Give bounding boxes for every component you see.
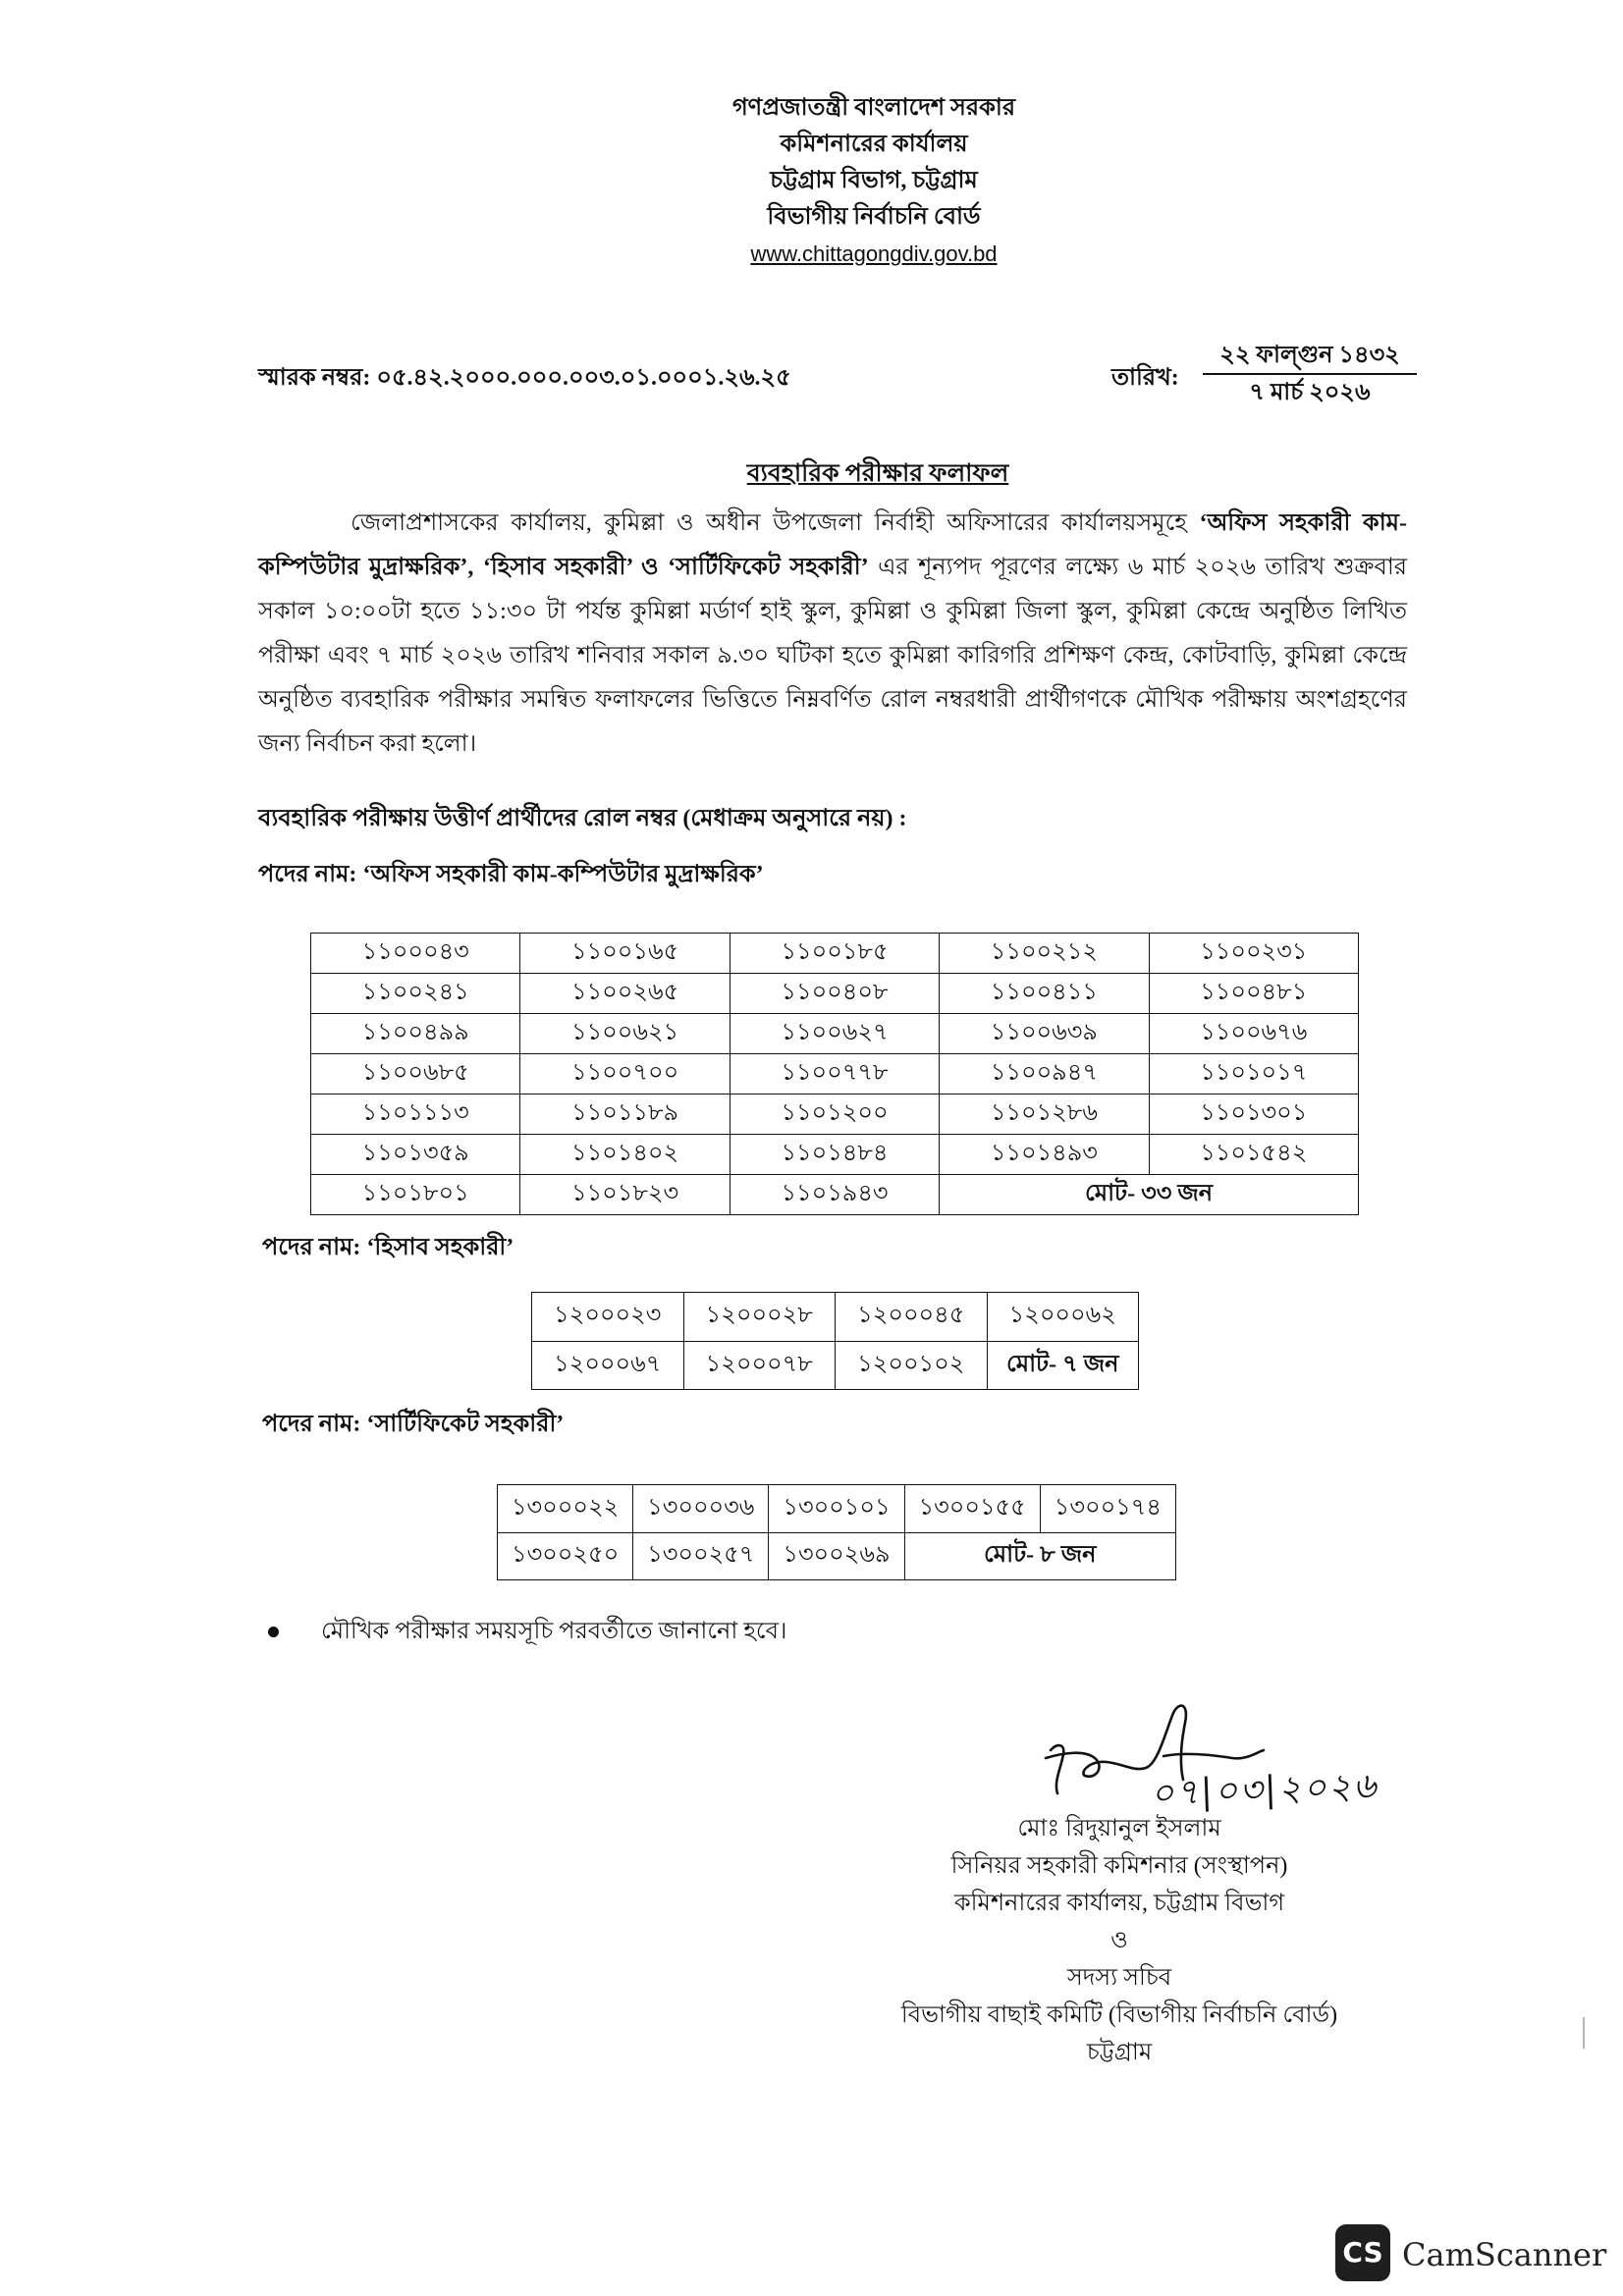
roll-number-cell: ১১০০৬২১ <box>520 1014 730 1054</box>
table-row <box>532 1293 1139 1342</box>
roll-number-cell: ১২০০০৪৫ <box>836 1293 988 1342</box>
roll-number-cell: ১১০১২৮৬ <box>940 1095 1149 1135</box>
total-count-cell: মোট- ৩৩ জন <box>940 1175 1359 1215</box>
post-name: ‘সার্টিফিকেট সহকারী’ <box>366 1412 565 1437</box>
signatory-conjunction: ও <box>1110 1928 1128 1953</box>
roll-number-cell: ১১০০২৩১ <box>1149 934 1358 974</box>
table-row <box>311 1054 1359 1095</box>
roll-table-certificate-assistant <box>497 1484 1176 1580</box>
table-row <box>311 974 1359 1014</box>
signatory-office: কমিশনারের কার্যালয়, চট্টগ্রাম বিভাগ <box>953 1891 1285 1916</box>
date-label: তারিখ: <box>1111 365 1179 391</box>
signatory-place: চট্টগ্রাম <box>1086 2040 1153 2065</box>
roll-number-cell: ১১০১৮০১ <box>311 1175 520 1215</box>
camscanner-logo-icon: CS <box>1335 2224 1390 2281</box>
paragraph-segment: এর শূন্যপদ পূরণের লক্ষ্যে ৬ মার্চ ২০২৬ তারিখ শুক্রবার সকাল ১০:০০টা হতে ১১:৩০ টা পর্যন্ত কুমিল্লা মর্ডার্ণ হাই স্কুল, কুমিল্লা ও কুমিল্লা জিলা স্কুল, কুমিল্লা কেন্দ্রে অনুষ্ঠিত লিখিত পরীক্ষা এবং ৭ মার্চ ২০২৬ তারিখ শনিবার সকাল ৯.৩০ ঘটিকা হতে কুমিল্লা কারিগরি প্রশিক্ষণ কেন্দ্র, কোটবাড়ি, কুমিল্লা কেন্দ্রে অনুষ্ঠিত ব্যবহারিক পরীক্ষার সমন্বিত ফলাফলের ভিত্তিতে নিম্নবর্ণিত রোল নম্বরধারী প্রার্থীগণকে মৌখিক পরীক্ষায় অংশগ্রহণের জন্য নির্বাচন করা হলো। <box>258 555 1407 757</box>
paragraph-segment: জেলাপ্রশাসকের কার্যালয়, কুমিল্লা ও অধীন উপজেলা নির্বাহী অফিসারের কার্যালয়সমূহে <box>351 510 1200 536</box>
body-paragraph <box>258 502 1407 767</box>
roll-number-cell: ১১০০৭০০ <box>520 1054 730 1095</box>
bullet-icon <box>268 1627 279 1637</box>
roll-number-cell: ১৩০০১৭৪ <box>1040 1485 1175 1533</box>
table-row <box>311 1175 1359 1215</box>
roll-number-cell: ১১০১৩৫৯ <box>311 1135 520 1175</box>
post-label: পদের নাম: <box>262 1412 361 1437</box>
roll-number-cell: ১১০০৬৮৫ <box>311 1054 520 1095</box>
roll-number-cell: ১১০০১৮৫ <box>730 934 939 974</box>
roll-number-cell: ১১০১৪৯৩ <box>940 1135 1149 1175</box>
roll-number-cell: ১১০১২০০ <box>730 1095 939 1135</box>
roll-table-accounts-assistant <box>531 1292 1139 1390</box>
post-label: পদের নাম: <box>262 1235 361 1260</box>
roll-number-cell: ১১০০২১২ <box>940 934 1149 974</box>
roll-number-cell: ১১০০৯৪৭ <box>940 1054 1149 1095</box>
table-row <box>532 1341 1139 1390</box>
board-name: বিভাগীয় নির্বাচনি বোর্ড <box>767 204 981 230</box>
signatory-role: সদস্য সচিব <box>1066 1965 1172 1991</box>
memo-number <box>258 359 791 399</box>
signatory-designation: সিনিয়র সহকারী কমিশনার (সংস্থাপন) <box>950 1853 1288 1879</box>
memo-value: ০৫.৪২.২০০০.০০০.০০৩.০১.০০০১.২৬.২৫ <box>376 365 791 391</box>
selected-candidates-heading: ব্যবহারিক পরীক্ষায় উত্তীর্ণ প্রার্থীদের রোল নম্বর (মেধাক্রম অনুসারে নয়) : <box>258 806 907 831</box>
table-row <box>498 1532 1176 1580</box>
roll-number-cell: ১২০০০২৮ <box>683 1293 836 1342</box>
post-heading-accounts-assistant <box>262 1229 514 1268</box>
roll-number-cell: ১২০০০৬৭ <box>532 1341 684 1390</box>
roll-number-cell: ১১০০৬২৭ <box>730 1014 939 1054</box>
scan-artifact <box>1583 2017 1585 2049</box>
roll-number-cell: ১৩০০১৫৫ <box>904 1485 1040 1533</box>
website-link[interactable]: www.chittagongdiv.gov.bd <box>750 241 998 266</box>
roll-number-cell: ১১০১৮২৩ <box>520 1175 730 1215</box>
roll-number-cell: ১১০০৬৭৬ <box>1149 1014 1358 1054</box>
camscanner-watermark-text: CamScanner <box>1402 2236 1607 2273</box>
date-bangla: ২২ ফাল্গুন ১৪৩২ <box>1203 338 1417 375</box>
roll-number-cell: ১১০১০১৭ <box>1149 1054 1358 1095</box>
viva-schedule-note: মৌখিক পরীক্ষার সময়সূচি পরবর্তীতে জানানো হবে। <box>321 1619 787 1644</box>
roll-number-cell: ১২০০১০২ <box>836 1341 988 1390</box>
roll-number-cell: ১২০০০২৩ <box>532 1293 684 1342</box>
roll-number-cell: ১২০০০৬২ <box>987 1293 1139 1342</box>
division-name: চট্টগ্রাম বিভাগ, চট্টগ্রাম <box>770 168 978 193</box>
roll-number-cell: ১১০১১১৩ <box>311 1095 520 1135</box>
office-name: কমিশনারের কার্যালয় <box>780 132 968 157</box>
roll-number-cell: ১১০১৪৮৪ <box>730 1135 939 1175</box>
signatory-committee: বিভাগীয় বাছাই কমিটি (বিভাগীয় নির্বাচনি বোর্ড) <box>900 2002 1338 2028</box>
post-label: পদের নাম: <box>258 862 357 887</box>
roll-number-cell: ১৩০০২৬৯ <box>769 1532 904 1580</box>
post-name: ‘হিসাব সহকারী’ <box>366 1235 514 1260</box>
roll-number-cell: ১৩০০০৩৬ <box>633 1485 769 1533</box>
date-block <box>1203 338 1417 410</box>
post-heading-office-assistant <box>258 856 764 895</box>
letterhead <box>579 90 1168 273</box>
table-row <box>311 1135 1359 1175</box>
roll-number-cell: ১১০০৪৯৯ <box>311 1014 520 1054</box>
signature-date: ০৭|০৩|২০২৬ <box>1150 1765 1380 1815</box>
roll-number-cell: ১১০০২৪১ <box>311 974 520 1014</box>
document-title: ব্যবহারিক পরীক্ষার ফলাফল <box>746 460 1009 487</box>
roll-number-cell: ১৩০০২৫০ <box>498 1532 633 1580</box>
roll-number-cell: ১১০০১৬৫ <box>520 934 730 974</box>
roll-number-cell: ১১০০০৪৩ <box>311 934 520 974</box>
roll-number-cell: ১৩০০০২২ <box>498 1485 633 1533</box>
roll-number-cell: ১১০০৬৩৯ <box>940 1014 1149 1054</box>
table-row <box>498 1485 1176 1533</box>
roll-number-cell: ১১০০৪৮১ <box>1149 974 1358 1014</box>
roll-number-cell: ১১০১৯৪৩ <box>730 1175 939 1215</box>
total-count-cell: মোট- ৮ জন <box>904 1532 1175 1580</box>
roll-number-cell: ১১০০৪০৮ <box>730 974 939 1014</box>
table-row <box>311 1095 1359 1135</box>
roll-number-cell: ১২০০০৭৮ <box>683 1341 836 1390</box>
roll-number-cell: ১১০০৪১১ <box>940 974 1149 1014</box>
roll-number-cell: ১১০১৪০২ <box>520 1135 730 1175</box>
roll-number-cell: ১৩০০২৫৭ <box>633 1532 769 1580</box>
roll-number-cell: ১১০১৩০১ <box>1149 1095 1358 1135</box>
post-heading-certificate-assistant <box>262 1406 564 1445</box>
signatory-block <box>825 1810 1414 2071</box>
post-name: ‘অফিস সহকারী কাম-কম্পিউটার মুদ্রাক্ষরিক’ <box>362 862 764 887</box>
table-row <box>311 1014 1359 1054</box>
roll-number-cell: ১৩০০১০১ <box>769 1485 904 1533</box>
roll-table-office-assistant <box>310 933 1359 1215</box>
memo-label: স্মারক নম্বর: <box>258 365 371 391</box>
signatory-name: মোঃ রিদুয়ানুল ইসলাম <box>1017 1816 1221 1842</box>
roll-number-cell: ১১০১৫৪২ <box>1149 1135 1358 1175</box>
date-english: ৭ মার্চ ২০২৬ <box>1249 380 1371 405</box>
roll-number-cell: ১১০০৭৭৮ <box>730 1054 939 1095</box>
total-count-cell: মোট- ৭ জন <box>987 1341 1139 1390</box>
table-row <box>311 934 1359 974</box>
paragraph-post-names: ‘অফিস সহকারী কাম-কম্পিউটার মুদ্রাক্ষরিক’, ‘হিসাব সহকারী’ ও ‘সার্টিফিকেট সহকারী’ <box>258 510 1407 580</box>
roll-number-cell: ১১০১১৮৯ <box>520 1095 730 1135</box>
government-name: গণপ্রজাতন্ত্রী বাংলাদেশ সরকার <box>731 95 1016 121</box>
roll-number-cell: ১১০০২৬৫ <box>520 974 730 1014</box>
